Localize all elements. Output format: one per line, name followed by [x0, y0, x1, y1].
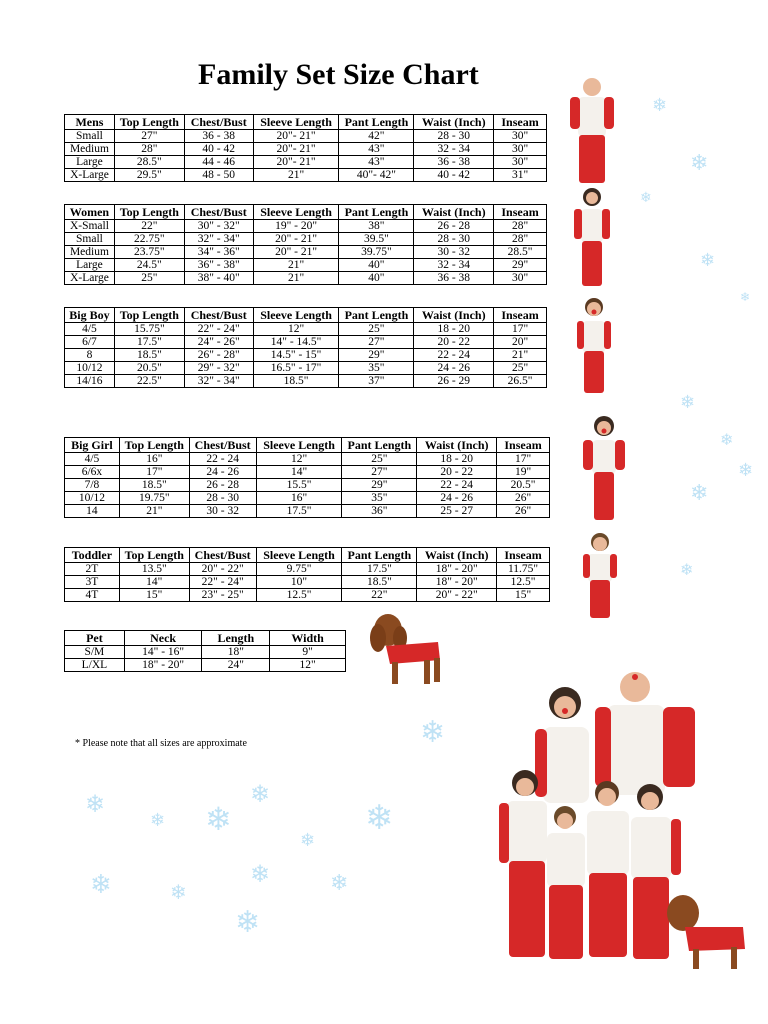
- table-cell: 21": [253, 272, 339, 285]
- table-cell: 19" - 20": [253, 220, 339, 233]
- table-cell: 21": [119, 505, 189, 518]
- size-cell: 4/5: [65, 453, 120, 466]
- table-row: [65, 563, 550, 576]
- table-row: [65, 349, 547, 362]
- table-cell: 18.5": [119, 479, 189, 492]
- table-row: [65, 130, 547, 143]
- table-cell: 20": [494, 336, 547, 349]
- size-cell: Large: [65, 259, 115, 272]
- pet-dog-photo: [366, 608, 448, 688]
- snowflake-icon: ❄: [690, 480, 709, 505]
- table-cell: 42": [339, 130, 414, 143]
- table-cell: 28 - 30: [189, 492, 256, 505]
- size-cell: Small: [65, 130, 115, 143]
- toddler-size-table: [64, 547, 550, 602]
- snowflake-icon: ❄: [680, 392, 696, 412]
- table-cell: 20.5": [497, 479, 550, 492]
- size-cell: 14/16: [65, 375, 115, 388]
- col-header: Inseam: [494, 205, 547, 220]
- table-cell: 28.5": [494, 246, 547, 259]
- family-group-photo: [495, 665, 753, 975]
- table-cell: 28.5": [114, 156, 184, 169]
- table-cell: 23.75": [114, 246, 184, 259]
- snowflake-icon: ❄: [680, 562, 694, 579]
- col-header: Neck: [124, 631, 202, 646]
- table-cell: 17.5": [342, 563, 417, 576]
- table-cell: 13.5": [119, 563, 189, 576]
- table-cell: 23" - 25": [189, 589, 256, 602]
- table-cell: 26": [497, 492, 550, 505]
- table-cell: 20" - 21": [253, 233, 339, 246]
- col-header: Sleeve Length: [253, 115, 339, 130]
- table-cell: 14": [256, 466, 342, 479]
- table-cell: 19": [497, 466, 550, 479]
- table-cell: 20"- 21": [253, 143, 339, 156]
- snowflake-icon: ❄: [420, 716, 446, 749]
- col-header: Chest/Bust: [184, 115, 253, 130]
- table-cell: 22.5": [114, 375, 184, 388]
- table-cell: 20" - 21": [253, 246, 339, 259]
- table-row: [65, 246, 547, 259]
- table-cell: 28": [494, 220, 547, 233]
- snowflake-icon: ❄: [740, 290, 751, 304]
- table-cell: 15": [497, 589, 550, 602]
- snowflake-icon: ❄: [250, 862, 271, 888]
- size-cell: Medium: [65, 246, 115, 259]
- snowflake-icon: ❄: [250, 782, 271, 808]
- table-cell: 15": [119, 589, 189, 602]
- table-cell: 30": [494, 156, 547, 169]
- table-row: [65, 466, 550, 479]
- table-cell: 43": [339, 156, 414, 169]
- col-header: Pant Length: [342, 438, 417, 453]
- col-header: Top Length: [114, 308, 184, 323]
- table-cell: 44 - 46: [184, 156, 253, 169]
- snowflake-icon: ❄: [652, 95, 668, 115]
- col-header: Inseam: [497, 548, 550, 563]
- size-cell: 10/12: [65, 362, 115, 375]
- table-cell: 18.5": [253, 375, 339, 388]
- table-cell: 29": [494, 259, 547, 272]
- table-cell: 26 - 29: [414, 375, 494, 388]
- table-cell: 32 - 34: [414, 143, 494, 156]
- size-cell: Small: [65, 233, 115, 246]
- size-cell: L/XL: [65, 659, 125, 672]
- size-cell: Large: [65, 156, 115, 169]
- table-cell: 21": [253, 259, 339, 272]
- snowflake-icon: ❄: [170, 882, 187, 904]
- table-cell: 24 - 26: [414, 362, 494, 375]
- col-header: Inseam: [494, 308, 547, 323]
- table-cell: 24": [202, 659, 270, 672]
- table-cell: 11.75": [497, 563, 550, 576]
- table-cell: 28": [114, 143, 184, 156]
- col-header: Top Length: [114, 205, 184, 220]
- table-cell: 27": [114, 130, 184, 143]
- big-girl-size-table: [64, 437, 550, 518]
- table-cell: 37": [339, 375, 414, 388]
- col-header: Waist (Inch): [417, 548, 497, 563]
- table-cell: 16": [256, 492, 342, 505]
- table-cell: 36" - 38": [184, 259, 253, 272]
- table-row: [65, 169, 547, 182]
- table-cell: 28": [494, 233, 547, 246]
- table-cell: 38" - 40": [184, 272, 253, 285]
- col-header: Sleeve Length: [253, 308, 339, 323]
- size-cell: 7/8: [65, 479, 120, 492]
- table-cell: 12.5": [497, 576, 550, 589]
- table-cell: 17": [119, 466, 189, 479]
- col-header: Inseam: [494, 115, 547, 130]
- table-cell: 17.5": [256, 505, 342, 518]
- table-row: [65, 272, 547, 285]
- table-label: Big Girl: [65, 438, 120, 453]
- table-cell: 18" - 20": [417, 576, 497, 589]
- table-cell: 32 - 34: [414, 259, 494, 272]
- table-cell: 20 - 22: [417, 466, 497, 479]
- table-cell: 36 - 38: [414, 272, 494, 285]
- col-header: Pant Length: [342, 548, 417, 563]
- table-cell: 18 - 20: [414, 323, 494, 336]
- col-header: Top Length: [119, 438, 189, 453]
- table-cell: 25": [342, 453, 417, 466]
- table-cell: 22": [114, 220, 184, 233]
- table-cell: 12": [270, 659, 346, 672]
- table-cell: 12.5": [256, 589, 342, 602]
- table-cell: 29" - 32": [184, 362, 253, 375]
- size-cell: 4T: [65, 589, 120, 602]
- table-cell: 36 - 38: [414, 156, 494, 169]
- table-cell: 14": [119, 576, 189, 589]
- table-row: [65, 479, 550, 492]
- table-cell: 40 - 42: [414, 169, 494, 182]
- size-cell: 6/7: [65, 336, 115, 349]
- size-cell: 14: [65, 505, 120, 518]
- snowflake-icon: ❄: [640, 191, 652, 206]
- table-cell: 30 - 32: [414, 246, 494, 259]
- table-cell: 30": [494, 143, 547, 156]
- col-header: Waist (Inch): [417, 438, 497, 453]
- table-cell: 39.75": [339, 246, 414, 259]
- size-cell: X-Small: [65, 220, 115, 233]
- table-cell: 10": [256, 576, 342, 589]
- table-cell: 18.5": [342, 576, 417, 589]
- table-cell: 16.5" - 17": [253, 362, 339, 375]
- table-cell: 25": [339, 323, 414, 336]
- table-row: [65, 323, 547, 336]
- table-label: Mens: [65, 115, 115, 130]
- table-row: [65, 492, 550, 505]
- table-header-row: [65, 548, 550, 563]
- snowflake-icon: ❄: [330, 870, 349, 895]
- table-cell: 18": [202, 646, 270, 659]
- table-cell: 24" - 26": [184, 336, 253, 349]
- table-cell: 24.5": [114, 259, 184, 272]
- toddler-model-photo: [582, 530, 618, 622]
- size-cell: X-Large: [65, 272, 115, 285]
- mens-model-photo: [568, 75, 616, 187]
- snowflake-icon: ❄: [720, 432, 734, 449]
- table-cell: 20.5": [114, 362, 184, 375]
- table-cell: 14.5" - 15": [253, 349, 339, 362]
- table-cell: 35": [339, 362, 414, 375]
- table-cell: 40 - 42: [184, 143, 253, 156]
- size-cell: X-Large: [65, 169, 115, 182]
- pet-size-table: [64, 630, 346, 672]
- size-cell: 8: [65, 349, 115, 362]
- table-cell: 20"- 21": [253, 156, 339, 169]
- col-header: Pant Length: [339, 205, 414, 220]
- table-cell: 17.5": [114, 336, 184, 349]
- table-cell: 16": [119, 453, 189, 466]
- table-cell: 18" - 20": [124, 659, 202, 672]
- col-header: Chest/Bust: [189, 438, 256, 453]
- table-row: [65, 659, 346, 672]
- table-cell: 30" - 32": [184, 220, 253, 233]
- col-header: Sleeve Length: [256, 548, 342, 563]
- table-header-row: [65, 438, 550, 453]
- col-header: Sleeve Length: [253, 205, 339, 220]
- size-cell: S/M: [65, 646, 125, 659]
- table-cell: 40": [339, 272, 414, 285]
- table-header-row: [65, 308, 547, 323]
- col-header: Length: [202, 631, 270, 646]
- table-cell: 22": [342, 589, 417, 602]
- col-header: Chest/Bust: [189, 548, 256, 563]
- snowflake-icon: ❄: [90, 870, 112, 899]
- snowflake-icon: ❄: [365, 800, 394, 837]
- table-cell: 29": [342, 479, 417, 492]
- table-cell: 36 - 38: [184, 130, 253, 143]
- table-cell: 34" - 36": [184, 246, 253, 259]
- big-boy-model-photo: [576, 295, 612, 397]
- table-cell: 25 - 27: [417, 505, 497, 518]
- table-cell: 22 - 24: [417, 479, 497, 492]
- table-cell: 15.75": [114, 323, 184, 336]
- col-header: Chest/Bust: [184, 205, 253, 220]
- snowflake-icon: ❄: [300, 830, 316, 850]
- snowflake-icon: ❄: [738, 460, 754, 480]
- table-row: [65, 143, 547, 156]
- table-cell: 19.75": [119, 492, 189, 505]
- table-cell: 18 - 20: [417, 453, 497, 466]
- table-cell: 25": [494, 362, 547, 375]
- table-cell: 20"- 21": [253, 130, 339, 143]
- table-cell: 20 - 22: [414, 336, 494, 349]
- table-cell: 17": [494, 323, 547, 336]
- table-cell: 21": [253, 169, 339, 182]
- table-cell: 27": [339, 336, 414, 349]
- table-cell: 22.75": [114, 233, 184, 246]
- table-cell: 9": [270, 646, 346, 659]
- table-row: [65, 233, 547, 246]
- table-row: [65, 505, 550, 518]
- table-cell: 22 - 24: [189, 453, 256, 466]
- table-cell: 26.5": [494, 375, 547, 388]
- table-cell: 21": [494, 349, 547, 362]
- table-cell: 43": [339, 143, 414, 156]
- table-row: [65, 453, 550, 466]
- col-header: Top Length: [114, 115, 184, 130]
- table-cell: 48 - 50: [184, 169, 253, 182]
- page-title: Family Set Size Chart: [198, 58, 479, 91]
- table-cell: 12": [253, 323, 339, 336]
- size-cell: Medium: [65, 143, 115, 156]
- table-cell: 30 - 32: [189, 505, 256, 518]
- table-header-row: [65, 205, 547, 220]
- col-header: Width: [270, 631, 346, 646]
- table-cell: 29.5": [114, 169, 184, 182]
- snowflake-icon: ❄: [700, 250, 716, 270]
- table-cell: 9.75": [256, 563, 342, 576]
- table-cell: 26 - 28: [414, 220, 494, 233]
- women-size-table: [64, 204, 547, 285]
- table-cell: 26": [497, 505, 550, 518]
- table-cell: 22" - 24": [189, 576, 256, 589]
- table-cell: 40"- 42": [339, 169, 414, 182]
- snowflake-icon: ❄: [235, 906, 261, 939]
- size-cell: 10/12: [65, 492, 120, 505]
- size-cell: 3T: [65, 576, 120, 589]
- table-cell: 32" - 34": [184, 233, 253, 246]
- size-cell: 2T: [65, 563, 120, 576]
- table-label: Women: [65, 205, 115, 220]
- big-girl-model-photo: [580, 412, 628, 524]
- table-cell: 20" - 22": [189, 563, 256, 576]
- table-label: Pet: [65, 631, 125, 646]
- table-cell: 17": [497, 453, 550, 466]
- table-row: [65, 220, 547, 233]
- table-cell: 39.5": [339, 233, 414, 246]
- table-cell: 36": [342, 505, 417, 518]
- table-cell: 27": [342, 466, 417, 479]
- table-row: [65, 259, 547, 272]
- big-boy-size-table: [64, 307, 547, 388]
- table-row: [65, 156, 547, 169]
- table-cell: 25": [114, 272, 184, 285]
- col-header: Waist (Inch): [414, 205, 494, 220]
- table-label: Big Boy: [65, 308, 115, 323]
- table-row: [65, 336, 547, 349]
- table-cell: 35": [342, 492, 417, 505]
- col-header: Pant Length: [339, 308, 414, 323]
- table-cell: 26" - 28": [184, 349, 253, 362]
- snowflake-icon: ❄: [150, 810, 166, 830]
- mens-size-table: [64, 114, 547, 182]
- table-cell: 29": [339, 349, 414, 362]
- women-model-photo: [572, 185, 612, 290]
- table-cell: 24 - 26: [417, 492, 497, 505]
- col-header: Waist (Inch): [414, 115, 494, 130]
- table-label: Toddler: [65, 548, 120, 563]
- table-cell: 20" - 22": [417, 589, 497, 602]
- table-row: [65, 576, 550, 589]
- size-cell: 4/5: [65, 323, 115, 336]
- col-header: Inseam: [497, 438, 550, 453]
- table-row: [65, 362, 547, 375]
- table-cell: 28 - 30: [414, 233, 494, 246]
- col-header: Pant Length: [339, 115, 414, 130]
- snowflake-icon: ❄: [205, 801, 232, 837]
- col-header: Waist (Inch): [414, 308, 494, 323]
- col-header: Sleeve Length: [256, 438, 342, 453]
- table-cell: 40": [339, 259, 414, 272]
- col-header: Chest/Bust: [184, 308, 253, 323]
- table-cell: 22" - 24": [184, 323, 253, 336]
- table-cell: 15.5": [256, 479, 342, 492]
- table-header-row: [65, 631, 346, 646]
- table-cell: 14" - 14.5": [253, 336, 339, 349]
- size-cell: 6/6x: [65, 466, 120, 479]
- table-cell: 24 - 26: [189, 466, 256, 479]
- table-cell: 32" - 34": [184, 375, 253, 388]
- table-cell: 26 - 28: [189, 479, 256, 492]
- sizes-approximate-note: * Please note that all sizes are approximate: [75, 738, 247, 749]
- table-cell: 22 - 24: [414, 349, 494, 362]
- table-cell: 28 - 30: [414, 130, 494, 143]
- table-header-row: [65, 115, 547, 130]
- table-cell: 31": [494, 169, 547, 182]
- table-row: [65, 589, 550, 602]
- table-row: [65, 646, 346, 659]
- table-cell: 14" - 16": [124, 646, 202, 659]
- snowflake-icon: ❄: [85, 792, 106, 818]
- table-cell: 18" - 20": [417, 563, 497, 576]
- table-cell: 12": [256, 453, 342, 466]
- snowflake-icon: ❄: [690, 150, 709, 175]
- table-cell: 30": [494, 272, 547, 285]
- col-header: Top Length: [119, 548, 189, 563]
- table-cell: 30": [494, 130, 547, 143]
- table-row: [65, 375, 547, 388]
- table-cell: 18.5": [114, 349, 184, 362]
- table-cell: 38": [339, 220, 414, 233]
